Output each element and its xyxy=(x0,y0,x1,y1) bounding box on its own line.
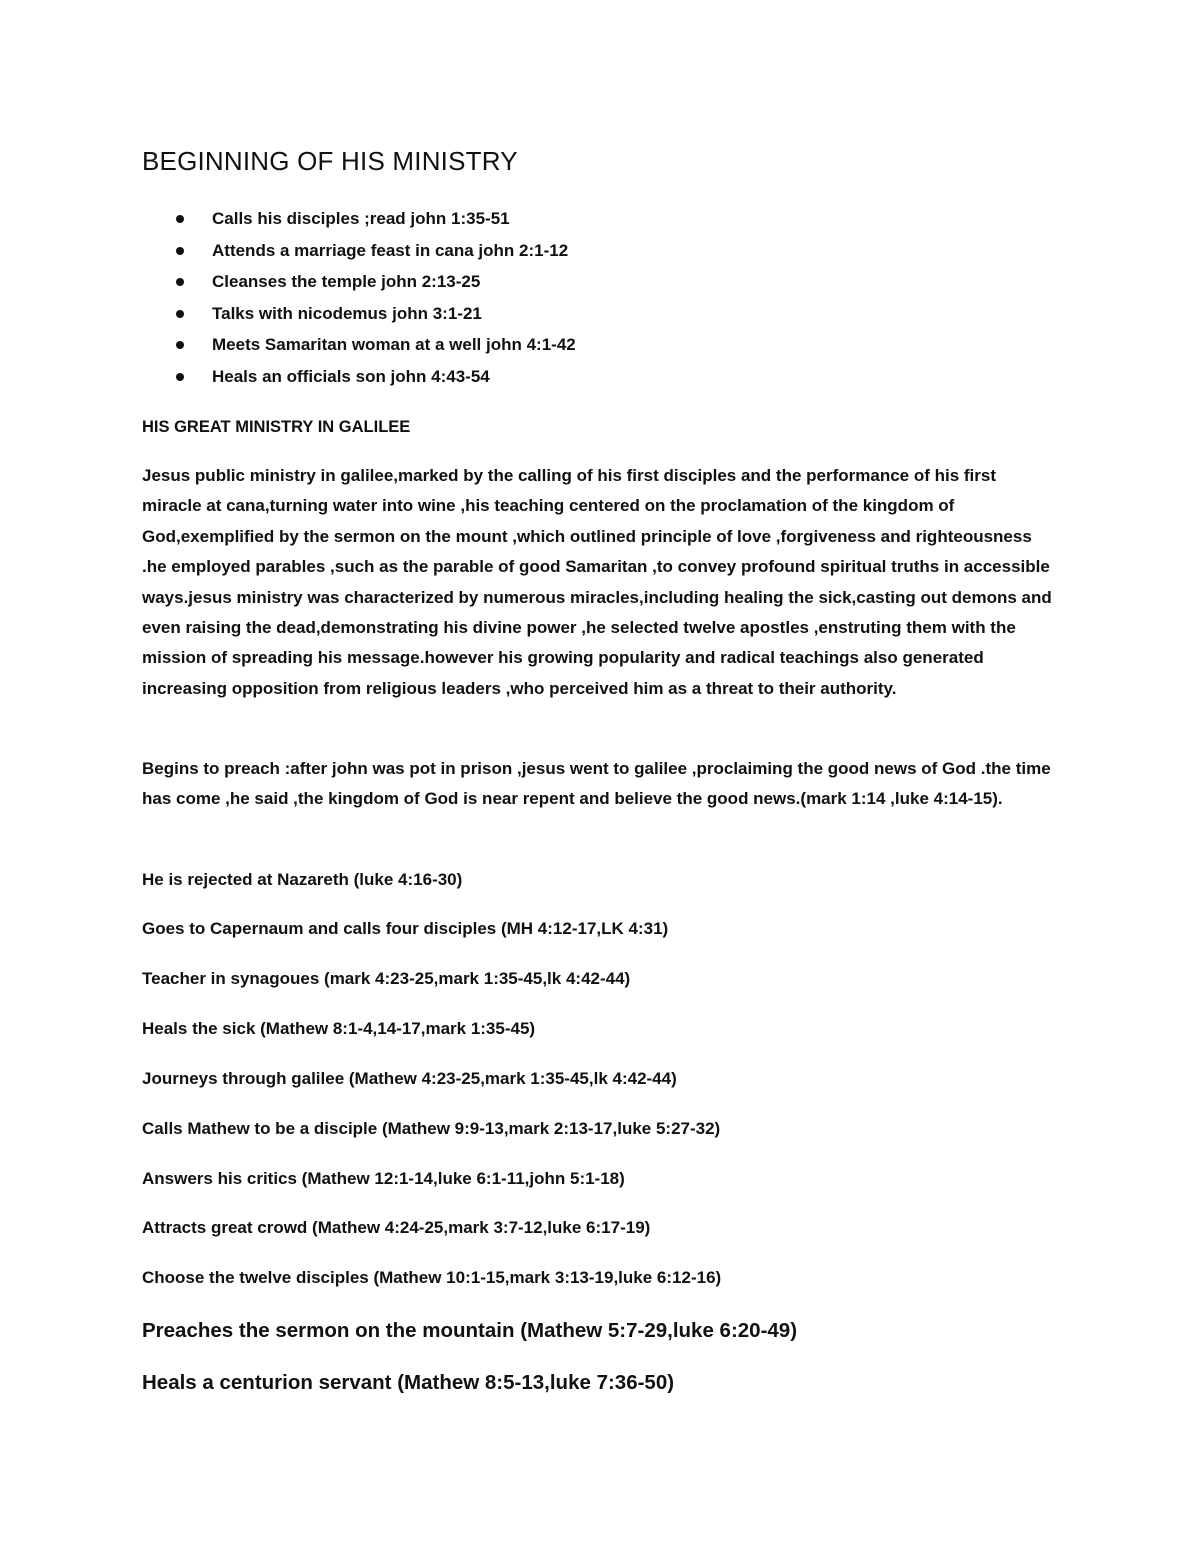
bullet-icon xyxy=(176,341,184,349)
list-item xyxy=(142,329,576,361)
paragraph-galilee-ministry: Jesus public ministry in galilee,marked by the calling of his first disciples and the performance of his first miracle at cana,turning water into wine ,his teaching centered on the proclamation of the kingdom of God,exemplified by the sermon on the mount ,which outlined principle of love ,forgiveness and righteousness .he employed parables ,such as the parable of good Samaritan ,to convey profound spiritual truths in accessible ways.jesus ministry was characterized by numerous miracles,including healing the sick,casting out demons and even raising the dead,demonstrating his divine power ,he selected twelve apostles ,enstruting them with the mission of spreading his message.however his growing popularity and radical teachings also generated increasing opposition from religious leaders ,who perceived him as a threat to their authority. xyxy=(142,466,1052,698)
event-line: Choose the twelve disciples (Mathew 10:1-15,mark 3:13-19,luke 6:12-16) xyxy=(142,1268,722,1287)
bullet-icon xyxy=(176,278,184,286)
list-item xyxy=(142,235,576,267)
bullet-icon xyxy=(176,310,184,318)
list-item-text: Heals an officials son john 4:43-54 xyxy=(212,366,490,386)
event-line-large: Preaches the sermon on the mountain (Mathew 5:7-29,luke 6:20-49) xyxy=(142,1319,798,1342)
list-item-text: Cleanses the temple john 2:13-25 xyxy=(212,272,481,292)
list-item-text: Meets Samaritan woman at a well john 4:1-42 xyxy=(212,335,576,355)
paragraph-begins-to-preach: Begins to preach :after john was pot in prison ,jesus went to galilee ,proclaiming the good news of God .the time has come ,he said ,the kingdom of God is near repent and believe the good news.(mark 1:14 ,luke 4:14-15). xyxy=(142,759,1051,809)
bullet-icon xyxy=(176,247,184,255)
list-item-text: Calls his disciples ;read john 1:35-51 xyxy=(212,209,510,228)
document-title: BEGINNING OF HIS MINISTRY xyxy=(142,146,518,176)
list-item xyxy=(142,203,576,235)
event-line: He is rejected at Nazareth (luke 4:16-30) xyxy=(142,870,463,889)
event-line: Journeys through galilee (Mathew 4:23-25,mark 1:35-45,lk 4:42-44) xyxy=(142,1069,677,1088)
list-item-text: Talks with nicodemus john 3:1-21 xyxy=(212,303,482,323)
bullet-icon xyxy=(176,373,184,381)
event-line: Attracts great crowd (Mathew 4:24-25,mark 3:7-12,luke 6:17-19) xyxy=(142,1218,651,1237)
list-item-text: Attends a marriage feast in cana john 2:1-12 xyxy=(212,240,569,260)
section-heading: HIS GREAT MINISTRY IN GALILEE xyxy=(142,418,411,436)
event-line: Heals the sick (Mathew 8:1-4,14-17,mark 1:35-45) xyxy=(142,1019,536,1038)
bullet-icon xyxy=(176,215,184,223)
list-item xyxy=(142,266,576,298)
list-item xyxy=(142,361,576,393)
event-line-large: Heals a centurion servant (Mathew 8:5-13,luke 7:36-50) xyxy=(142,1371,675,1394)
event-line: Calls Mathew to be a disciple (Mathew 9:9-13,mark 2:13-17,luke 5:27-32) xyxy=(142,1119,721,1138)
event-line: Goes to Capernaum and calls four disciples (MH 4:12-17,LK 4:31) xyxy=(142,919,669,938)
list-item xyxy=(142,298,576,330)
event-line: Teacher in synagoues (mark 4:23-25,mark 1:35-45,lk 4:42-44) xyxy=(142,969,631,988)
ministry-events-list xyxy=(142,203,576,393)
event-line: Answers his critics (Mathew 12:1-14,luke 6:1-11,john 5:1-18) xyxy=(142,1169,625,1188)
